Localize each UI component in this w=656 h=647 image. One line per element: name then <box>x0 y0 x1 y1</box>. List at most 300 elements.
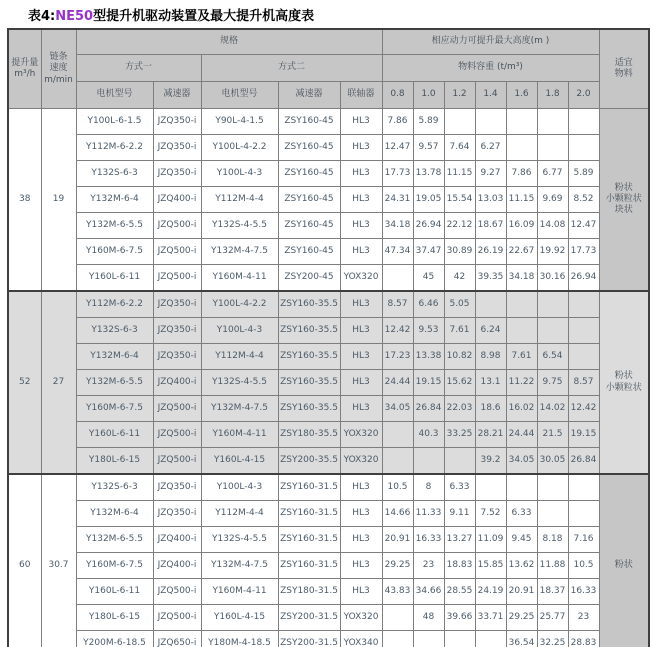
cell-coupling: HL3 <box>340 291 382 318</box>
cell-motor-method1: Y160L-6-11 <box>76 579 153 605</box>
cell-height-1.2 <box>444 109 475 135</box>
hoist-drive-table <box>7 28 650 647</box>
cell-height-1.8: 18.37 <box>537 579 568 605</box>
cell-motor-method2: Y100L-4-3 <box>201 474 278 501</box>
cell-coupling: HL3 <box>340 187 382 213</box>
cell-reducer-method1: JZQ500-i <box>153 265 201 292</box>
header-capacity-label: 提升量 <box>11 57 39 68</box>
table-row <box>8 422 649 448</box>
cell-reducer-method2: ZSY160-31.5 <box>278 553 340 579</box>
cell-height-1.4: 15.85 <box>475 553 506 579</box>
cell-height-1.4: 26.19 <box>475 239 506 265</box>
cell-height-1.0: 19.05 <box>413 187 444 213</box>
cell-motor-method1: Y160M-6-7.5 <box>76 553 153 579</box>
header-density-1.8: 1.8 <box>537 82 568 109</box>
cell-motor-method2: Y90L-4-1.5 <box>201 109 278 135</box>
cell-reducer-method1: JZQ400-i <box>153 187 201 213</box>
cell-height-1.2: 22.03 <box>444 396 475 422</box>
cell-motor-method2: Y132S-4-5.5 <box>201 370 278 396</box>
cell-height-1.6 <box>506 318 537 344</box>
cell-height-1.0: 13.38 <box>413 344 444 370</box>
cell-height-1.4: 39.35 <box>475 265 506 292</box>
cell-height-1.4: 28.21 <box>475 422 506 448</box>
table-row <box>8 579 649 605</box>
cell-height-1.6: 6.33 <box>506 501 537 527</box>
cell-motor-method2: Y132M-4-7.5 <box>201 553 278 579</box>
cell-height-1.6: 7.61 <box>506 344 537 370</box>
cell-height-1.6: 13.62 <box>506 553 537 579</box>
cell-reducer-method2: ZSY180-31.5 <box>278 579 340 605</box>
cell-motor-method1: Y200M-6-18.5 <box>76 631 153 647</box>
header-coupling: 联轴器 <box>340 82 382 109</box>
material-line: 小颗粒状 <box>605 193 642 204</box>
cell-motor-method2: Y160L-4-15 <box>201 605 278 631</box>
cell-height-1.4: 33.71 <box>475 605 506 631</box>
material-line: 粉状 <box>614 182 633 193</box>
cell-height-1.8 <box>537 109 568 135</box>
cell-reducer-method2: ZSY160-31.5 <box>278 527 340 553</box>
table-row <box>8 318 649 344</box>
cell-reducer-method1: JZQ400-i <box>153 553 201 579</box>
cell-motor-method1: Y132M-6-5.5 <box>76 527 153 553</box>
cell-motor-method2: Y100L-4-3 <box>201 161 278 187</box>
cell-height-1.6: 16.09 <box>506 213 537 239</box>
table-header <box>8 29 649 109</box>
cell-motor-method1: Y112M-6-2.2 <box>76 135 153 161</box>
cell-coupling: HL3 <box>340 161 382 187</box>
cell-height-1.0: 19.15 <box>413 370 444 396</box>
table-row <box>8 605 649 631</box>
cell-motor-method1: Y132M-6-5.5 <box>76 213 153 239</box>
cell-height-1.4: 9.27 <box>475 161 506 187</box>
cell-capacity: 60 <box>8 474 41 647</box>
header-capacity <box>8 29 41 109</box>
title-model-highlight: NE50 <box>55 9 94 24</box>
cell-reducer-method2: ZSY160-35.5 <box>278 291 340 318</box>
cell-height-0.8 <box>382 631 413 647</box>
header-density-2.0: 2.0 <box>568 82 599 109</box>
cell-height-1.6: 22.67 <box>506 239 537 265</box>
header-density-1.6: 1.6 <box>506 82 537 109</box>
cell-height-1.8: 9.69 <box>537 187 568 213</box>
cell-height-0.8: 34.05 <box>382 396 413 422</box>
cell-coupling: YOX320 <box>340 605 382 631</box>
cell-reducer-method1: JZQ400-i <box>153 370 201 396</box>
cell-motor-method1: Y160M-6-7.5 <box>76 239 153 265</box>
table-row <box>8 553 649 579</box>
cell-height-1.2: 7.61 <box>444 318 475 344</box>
cell-reducer-method2: ZSY160-31.5 <box>278 474 340 501</box>
cell-height-1.2: 9.11 <box>444 501 475 527</box>
cell-height-1.8 <box>537 474 568 501</box>
cell-motor-method2: Y112M-4-4 <box>201 501 278 527</box>
cell-motor-method2: Y160M-4-11 <box>201 579 278 605</box>
cell-height-1.0: 40.3 <box>413 422 444 448</box>
header-material <box>599 29 649 109</box>
header-chain-unit: m/min <box>44 74 73 85</box>
header-method1: 方式一 <box>76 55 201 82</box>
cell-capacity: 38 <box>8 109 41 292</box>
cell-height-2.0: 5.89 <box>568 161 599 187</box>
material-line: 块状 <box>614 205 633 216</box>
cell-height-1.2: 28.55 <box>444 579 475 605</box>
cell-height-0.8: 24.44 <box>382 370 413 396</box>
cell-height-1.6: 11.22 <box>506 370 537 396</box>
cell-height-1.4: 8.98 <box>475 344 506 370</box>
cell-height-1.6: 9.45 <box>506 527 537 553</box>
cell-height-1.8: 30.05 <box>537 448 568 475</box>
cell-reducer-method2: ZSY160-45 <box>278 187 340 213</box>
cell-coupling: HL3 <box>340 344 382 370</box>
cell-reducer-method2: ZSY200-35.5 <box>278 448 340 475</box>
cell-height-1.8 <box>537 135 568 161</box>
table-row <box>8 109 649 135</box>
cell-reducer-method1: JZQ500-i <box>153 579 201 605</box>
cell-height-1.4: 39.2 <box>475 448 506 475</box>
cell-height-1.0: 16.33 <box>413 527 444 553</box>
header-material-line2: 物料 <box>614 69 633 79</box>
cell-height-2.0 <box>568 344 599 370</box>
table-row <box>8 527 649 553</box>
header-bulk-density: 物料容重 (t/m³) <box>382 55 599 82</box>
table-row <box>8 187 649 213</box>
cell-height-1.8: 9.75 <box>537 370 568 396</box>
cell-height-1.2: 11.15 <box>444 161 475 187</box>
header-reducer-2: 减速器 <box>278 82 340 109</box>
cell-height-1.0: 26.84 <box>413 396 444 422</box>
cell-height-1.0: 5.89 <box>413 109 444 135</box>
table-row <box>8 135 649 161</box>
cell-reducer-method1: JZQ350-i <box>153 344 201 370</box>
cell-height-2.0 <box>568 135 599 161</box>
cell-reducer-method2: ZSY160-35.5 <box>278 344 340 370</box>
cell-motor-method2: Y100L-4-2.2 <box>201 291 278 318</box>
cell-height-1.2: 30.89 <box>444 239 475 265</box>
cell-motor-method2: Y100L-4-3 <box>201 318 278 344</box>
cell-height-2.0: 10.5 <box>568 553 599 579</box>
cell-height-1.6: 36.54 <box>506 631 537 647</box>
table-row <box>8 161 649 187</box>
cell-height-2.0 <box>568 291 599 318</box>
cell-height-1.8: 14.08 <box>537 213 568 239</box>
cell-reducer-method1: JZQ350-i <box>153 161 201 187</box>
table-row <box>8 631 649 647</box>
cell-height-2.0: 26.94 <box>568 265 599 292</box>
cell-height-1.0: 11.33 <box>413 501 444 527</box>
cell-motor-method1: Y160M-6-7.5 <box>76 396 153 422</box>
cell-coupling: YOX320 <box>340 422 382 448</box>
cell-reducer-method1: JZQ500-i <box>153 448 201 475</box>
cell-height-1.0 <box>413 448 444 475</box>
cell-height-1.6 <box>506 291 537 318</box>
cell-height-1.0: 26.94 <box>413 213 444 239</box>
cell-height-2.0: 12.47 <box>568 213 599 239</box>
cell-height-1.0: 48 <box>413 605 444 631</box>
cell-motor-method2: Y160L-4-15 <box>201 448 278 475</box>
table-body <box>8 109 649 647</box>
cell-height-1.8: 21.5 <box>537 422 568 448</box>
table-row <box>8 370 649 396</box>
header-chain-line2: 速度 <box>49 63 68 74</box>
cell-motor-method1: Y132M-6-4 <box>76 344 153 370</box>
cell-height-1.4: 18.6 <box>475 396 506 422</box>
cell-height-1.2: 42 <box>444 265 475 292</box>
cell-reducer-method2: ZSY200-31.5 <box>278 605 340 631</box>
cell-motor-method2: Y132S-4-5.5 <box>201 213 278 239</box>
cell-reducer-method1: JZQ350-i <box>153 291 201 318</box>
cell-chain-speed: 27 <box>41 291 76 474</box>
header-chain-line1: 链条 <box>49 52 68 63</box>
cell-height-1.6: 34.05 <box>506 448 537 475</box>
cell-height-1.4: 18.67 <box>475 213 506 239</box>
cell-height-1.8: 11.88 <box>537 553 568 579</box>
cell-reducer-method1: JZQ500-i <box>153 396 201 422</box>
cell-reducer-method2: ZSY160-35.5 <box>278 318 340 344</box>
cell-height-1.4 <box>475 474 506 501</box>
cell-reducer-method2: ZSY160-45 <box>278 239 340 265</box>
cell-height-1.0: 45 <box>413 265 444 292</box>
cell-height-2.0: 26.84 <box>568 448 599 475</box>
cell-coupling: HL3 <box>340 213 382 239</box>
cell-height-1.2: 13.27 <box>444 527 475 553</box>
cell-height-0.8 <box>382 448 413 475</box>
cell-height-0.8: 8.57 <box>382 291 413 318</box>
cell-height-0.8: 10.5 <box>382 474 413 501</box>
cell-coupling: HL3 <box>340 396 382 422</box>
cell-height-0.8: 12.42 <box>382 318 413 344</box>
cell-reducer-method1: JZQ500-i <box>153 605 201 631</box>
cell-height-2.0 <box>568 474 599 501</box>
table-row <box>8 239 649 265</box>
cell-height-1.4: 6.24 <box>475 318 506 344</box>
cell-height-1.6: 16.02 <box>506 396 537 422</box>
cell-chain-speed: 30.7 <box>41 474 76 647</box>
cell-reducer-method2: ZSY160-31.5 <box>278 501 340 527</box>
cell-height-0.8: 24.31 <box>382 187 413 213</box>
cell-height-1.2: 7.64 <box>444 135 475 161</box>
cell-height-1.6: 7.86 <box>506 161 537 187</box>
cell-motor-method2: Y132M-4-7.5 <box>201 239 278 265</box>
cell-reducer-method2: ZSY200-45 <box>278 265 340 292</box>
cell-height-1.8 <box>537 501 568 527</box>
cell-height-1.6: 24.44 <box>506 422 537 448</box>
cell-motor-method1: Y180L-6-15 <box>76 448 153 475</box>
table-row <box>8 213 649 239</box>
cell-height-0.8: 43.83 <box>382 579 413 605</box>
cell-coupling: HL3 <box>340 579 382 605</box>
header-density-0.8: 0.8 <box>382 82 413 109</box>
cell-height-1.4: 7.52 <box>475 501 506 527</box>
table-row <box>8 291 649 318</box>
cell-reducer-method1: JZQ500-i <box>153 213 201 239</box>
cell-motor-method2: Y100L-4-2.2 <box>201 135 278 161</box>
cell-height-1.8: 32.25 <box>537 631 568 647</box>
header-motor-model-2: 电机型号 <box>201 82 278 109</box>
cell-height-1.2: 15.62 <box>444 370 475 396</box>
cell-height-1.0: 13.78 <box>413 161 444 187</box>
cell-height-1.4: 6.27 <box>475 135 506 161</box>
header-material-line1: 适宜 <box>614 57 633 68</box>
cell-motor-method1: Y180L-6-15 <box>76 605 153 631</box>
cell-reducer-method1: JZQ350-i <box>153 474 201 501</box>
cell-reducer-method2: ZSY160-35.5 <box>278 370 340 396</box>
cell-reducer-method2: ZSY200-31.5 <box>278 631 340 647</box>
cell-height-2.0: 17.73 <box>568 239 599 265</box>
cell-reducer-method2: ZSY160-45 <box>278 109 340 135</box>
header-motor-model-1: 电机型号 <box>76 82 153 109</box>
cell-height-1.0: 6.46 <box>413 291 444 318</box>
cell-reducer-method1: JZQ650-i <box>153 631 201 647</box>
page-title <box>28 5 314 24</box>
cell-motor-method1: Y132M-6-5.5 <box>76 370 153 396</box>
cell-motor-method1: Y132S-6-3 <box>76 161 153 187</box>
cell-height-0.8: 17.73 <box>382 161 413 187</box>
table-row <box>8 448 649 475</box>
cell-coupling: HL3 <box>340 239 382 265</box>
cell-height-1.6: 20.91 <box>506 579 537 605</box>
cell-motor-method1: Y132M-6-4 <box>76 187 153 213</box>
cell-height-2.0: 28.83 <box>568 631 599 647</box>
cell-height-1.2: 22.12 <box>444 213 475 239</box>
cell-motor-method1: Y160L-6-11 <box>76 422 153 448</box>
cell-coupling: HL3 <box>340 370 382 396</box>
header-max-height: 相应动力可提升最大高度(m ) <box>382 29 599 55</box>
cell-height-1.0 <box>413 631 444 647</box>
cell-height-2.0: 16.33 <box>568 579 599 605</box>
cell-height-1.2 <box>444 631 475 647</box>
cell-height-1.2: 18.83 <box>444 553 475 579</box>
cell-height-1.2 <box>444 448 475 475</box>
cell-height-2.0: 8.57 <box>568 370 599 396</box>
header-capacity-unit: m³/h <box>14 69 36 79</box>
cell-height-0.8 <box>382 605 413 631</box>
cell-reducer-method1: JZQ500-i <box>153 422 201 448</box>
cell-height-1.2: 5.05 <box>444 291 475 318</box>
cell-motor-method1: Y112M-6-2.2 <box>76 291 153 318</box>
table-row <box>8 265 649 292</box>
cell-height-1.4 <box>475 109 506 135</box>
cell-height-1.2: 33.25 <box>444 422 475 448</box>
table-row <box>8 344 649 370</box>
cell-height-1.8: 14.02 <box>537 396 568 422</box>
cell-height-1.0: 23 <box>413 553 444 579</box>
cell-height-2.0 <box>568 318 599 344</box>
cell-height-1.4: 13.03 <box>475 187 506 213</box>
title-prefix: 表4: <box>28 9 56 24</box>
cell-height-1.6 <box>506 109 537 135</box>
cell-height-1.8: 30.16 <box>537 265 568 292</box>
header-spec: 规格 <box>76 29 382 55</box>
cell-height-1.6: 11.15 <box>506 187 537 213</box>
material-line: 粉状 <box>614 371 633 382</box>
cell-height-1.4 <box>475 291 506 318</box>
cell-height-0.8: 7.86 <box>382 109 413 135</box>
cell-reducer-method1: JZQ500-i <box>153 239 201 265</box>
header-method2: 方式二 <box>201 55 382 82</box>
header-density-1.2: 1.2 <box>444 82 475 109</box>
cell-motor-method2: Y112M-4-4 <box>201 187 278 213</box>
cell-height-1.6 <box>506 474 537 501</box>
cell-height-1.2: 10.82 <box>444 344 475 370</box>
cell-height-1.0: 9.57 <box>413 135 444 161</box>
cell-height-1.0: 34.66 <box>413 579 444 605</box>
cell-height-0.8: 47.34 <box>382 239 413 265</box>
cell-height-1.0: 8 <box>413 474 444 501</box>
cell-height-2.0: 8.52 <box>568 187 599 213</box>
cell-material <box>599 291 649 474</box>
cell-motor-method1: Y160L-6-11 <box>76 265 153 292</box>
cell-reducer-method1: JZQ350-i <box>153 318 201 344</box>
cell-reducer-method1: JZQ400-i <box>153 527 201 553</box>
cell-height-1.8: 19.92 <box>537 239 568 265</box>
header-chain-speed <box>41 29 76 109</box>
cell-coupling: YOX320 <box>340 448 382 475</box>
cell-height-1.6: 34.18 <box>506 265 537 292</box>
cell-chain-speed: 19 <box>41 109 76 292</box>
cell-height-1.2: 39.66 <box>444 605 475 631</box>
table-row <box>8 501 649 527</box>
cell-height-1.4: 13.1 <box>475 370 506 396</box>
cell-height-2.0: 7.16 <box>568 527 599 553</box>
cell-reducer-method2: ZSY160-45 <box>278 213 340 239</box>
cell-height-0.8: 34.18 <box>382 213 413 239</box>
cell-reducer-method1: JZQ350-i <box>153 135 201 161</box>
cell-capacity: 52 <box>8 291 41 474</box>
cell-coupling: HL3 <box>340 501 382 527</box>
cell-motor-method2: Y132M-4-7.5 <box>201 396 278 422</box>
cell-height-0.8 <box>382 265 413 292</box>
cell-height-1.8 <box>537 291 568 318</box>
cell-height-1.2: 6.33 <box>444 474 475 501</box>
cell-reducer-method1: JZQ350-i <box>153 109 201 135</box>
cell-height-1.8: 6.77 <box>537 161 568 187</box>
cell-motor-method2: Y160M-4-11 <box>201 422 278 448</box>
cell-height-1.0: 9.53 <box>413 318 444 344</box>
cell-height-1.4: 24.19 <box>475 579 506 605</box>
cell-coupling: HL3 <box>340 527 382 553</box>
cell-coupling: HL3 <box>340 109 382 135</box>
cell-motor-method2: Y180M-4-18.5 <box>201 631 278 647</box>
cell-height-2.0: 23 <box>568 605 599 631</box>
cell-coupling: HL3 <box>340 553 382 579</box>
cell-height-1.8: 25.77 <box>537 605 568 631</box>
cell-height-0.8: 20.91 <box>382 527 413 553</box>
cell-height-2.0 <box>568 501 599 527</box>
cell-height-1.6: 29.25 <box>506 605 537 631</box>
cell-height-1.0: 37.47 <box>413 239 444 265</box>
cell-height-0.8: 14.66 <box>382 501 413 527</box>
cell-coupling: YOX340 <box>340 631 382 647</box>
cell-reducer-method1: JZQ350-i <box>153 501 201 527</box>
cell-motor-method1: Y132S-6-3 <box>76 318 153 344</box>
cell-reducer-method2: ZSY160-45 <box>278 161 340 187</box>
cell-height-1.6 <box>506 135 537 161</box>
material-line: 小颗粒状 <box>605 382 642 393</box>
cell-height-0.8: 29.25 <box>382 553 413 579</box>
cell-motor-method2: Y112M-4-4 <box>201 344 278 370</box>
cell-coupling: HL3 <box>340 318 382 344</box>
cell-height-0.8 <box>382 422 413 448</box>
cell-motor-method2: Y132S-4-5.5 <box>201 527 278 553</box>
cell-material <box>599 474 649 647</box>
cell-height-1.2: 15.54 <box>444 187 475 213</box>
cell-reducer-method2: ZSY160-45 <box>278 135 340 161</box>
cell-motor-method1: Y132S-6-3 <box>76 474 153 501</box>
cell-height-1.4 <box>475 631 506 647</box>
table-row <box>8 474 649 501</box>
cell-motor-method1: Y132M-6-4 <box>76 501 153 527</box>
cell-motor-method2: Y160M-4-11 <box>201 265 278 292</box>
